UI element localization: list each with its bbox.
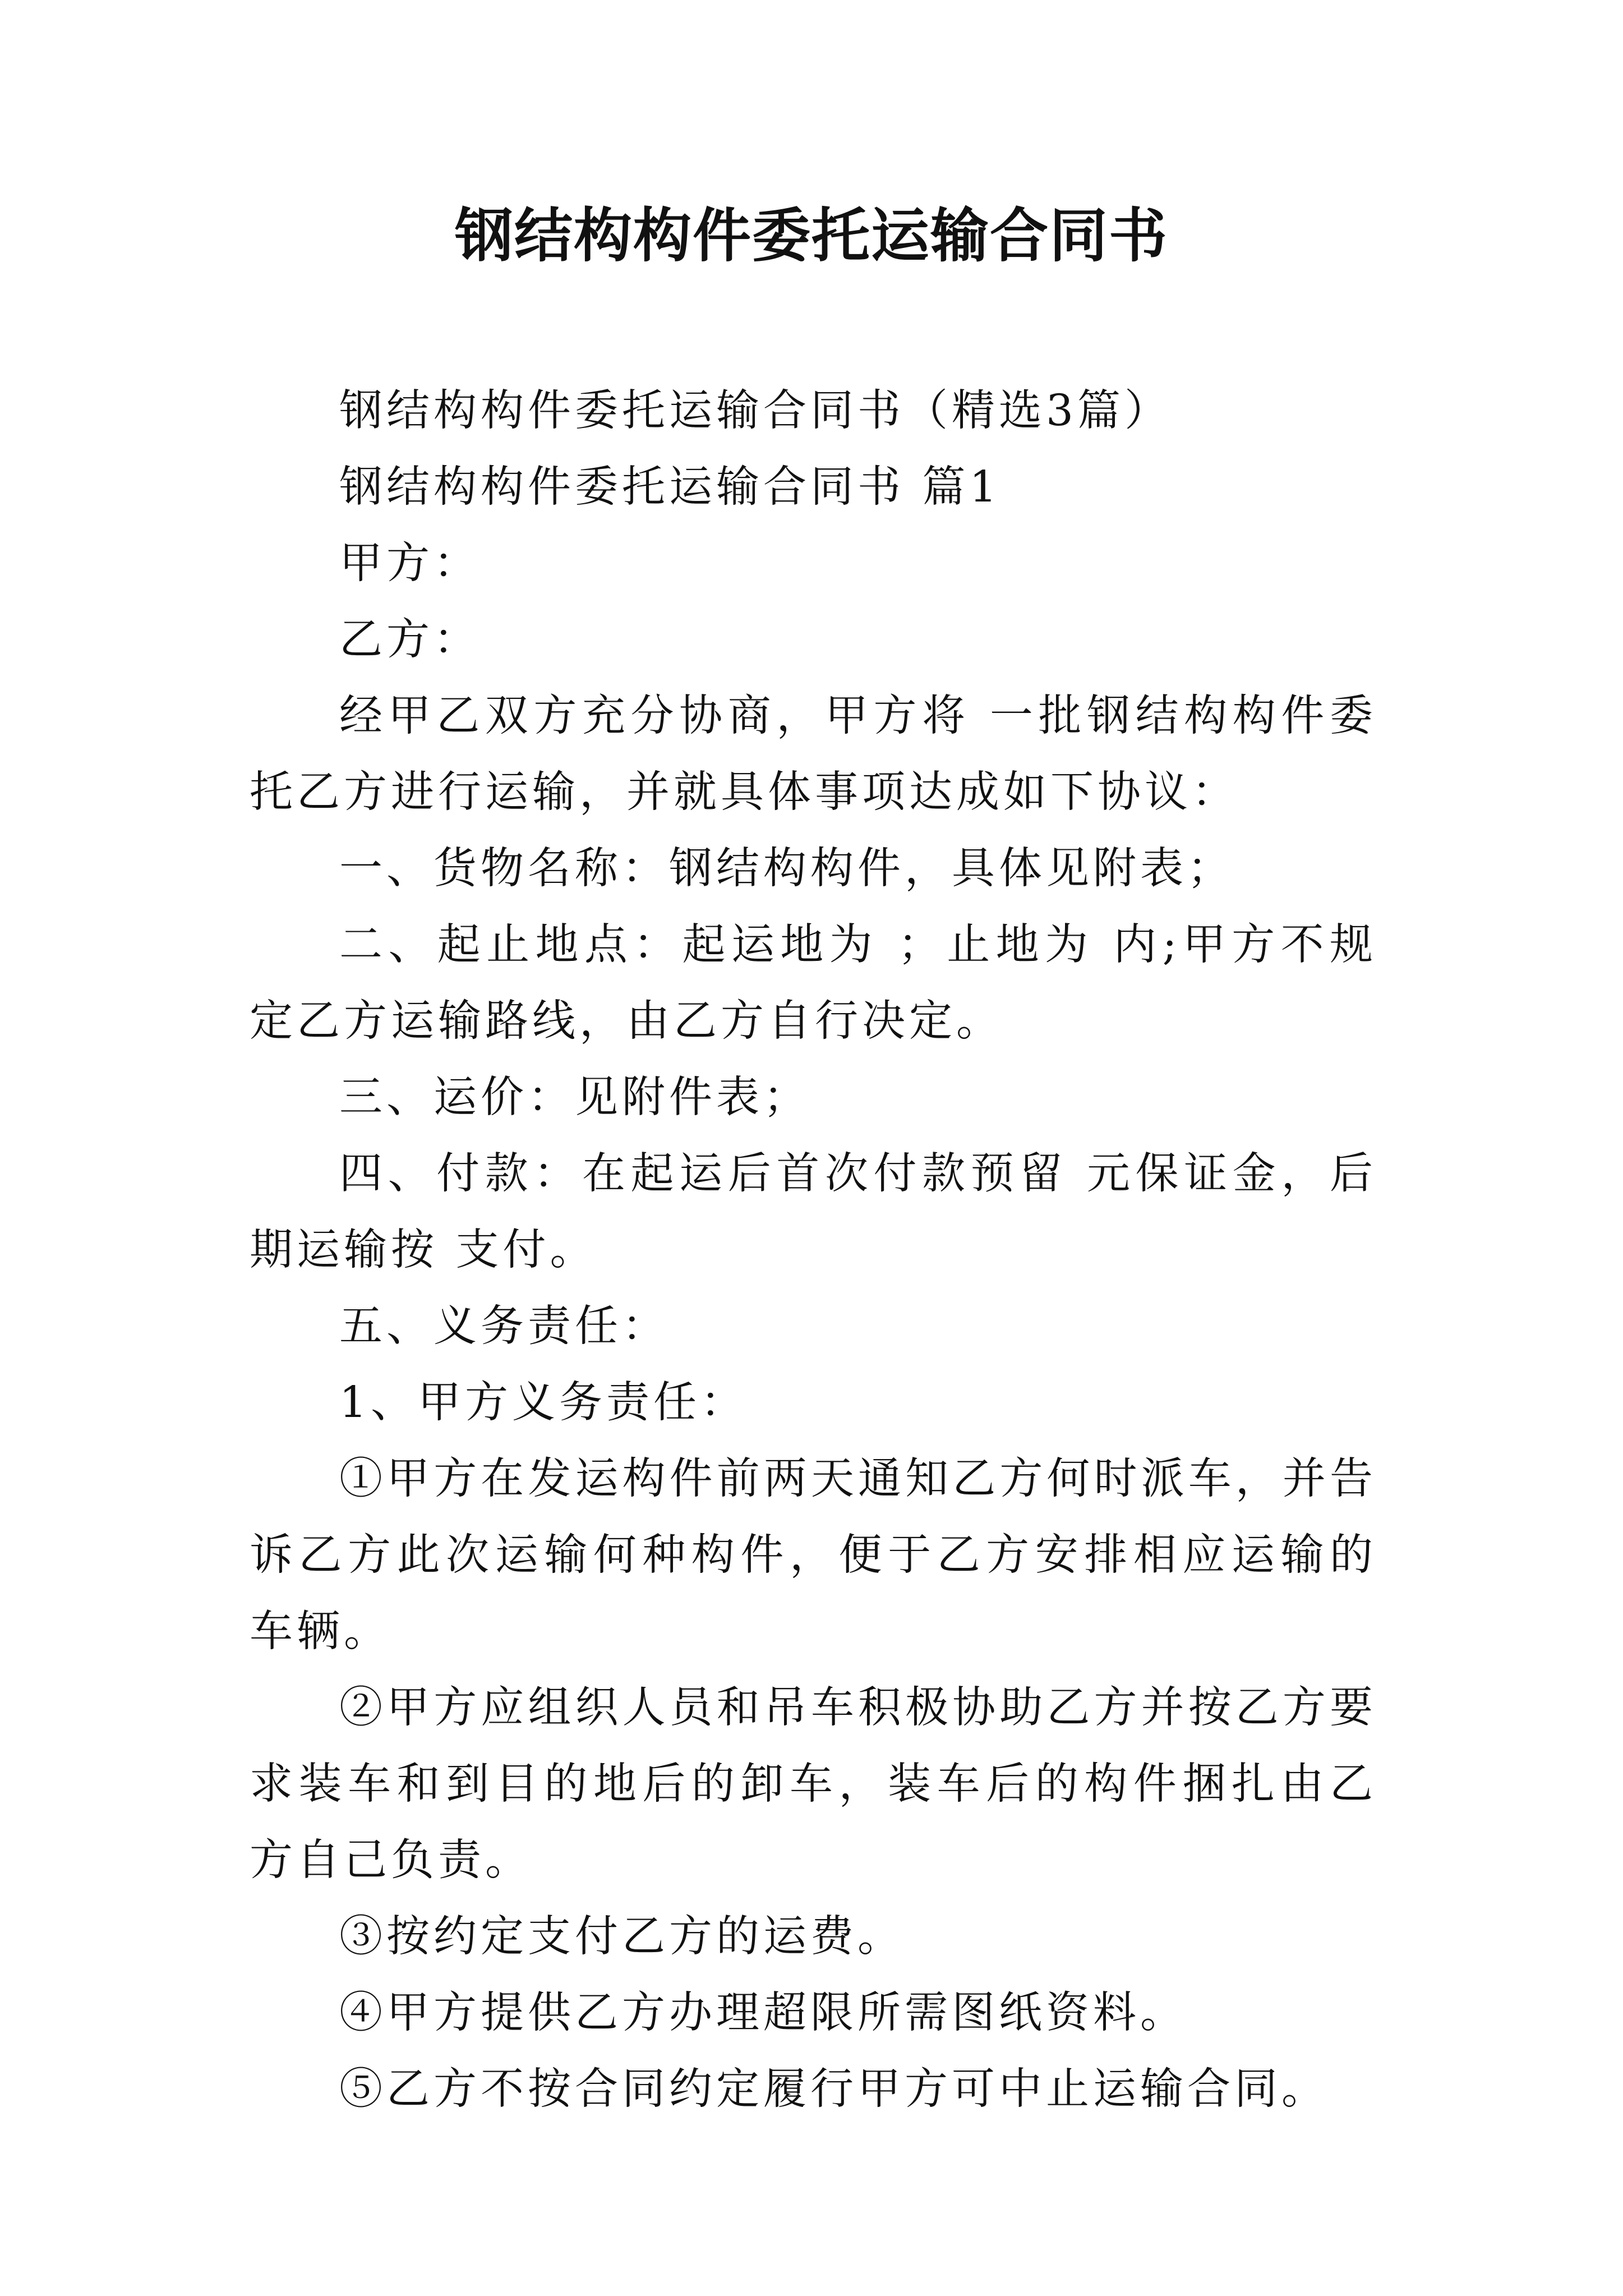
- paragraph-party-a: 甲方：: [339, 539, 481, 588]
- paragraph-freight-price: 三、运价：见附件表；: [339, 1073, 810, 1122]
- paragraph-preamble: 经甲乙双方充分协商，甲方将 一批钢结构构件委托乙方进行运输，并就具体事项达成如下协议：: [250, 691, 1377, 817]
- paragraph-party-b: 乙方：: [339, 615, 481, 665]
- paragraph-subtitle: 钢结构构件委托运输合同书（精选3篇）: [339, 386, 1172, 436]
- document-title: 钢结构构件委托运输合同书: [454, 201, 1168, 270]
- paragraph-clause-3: ③按约定支付乙方的运费。: [339, 1912, 905, 1962]
- paragraph-clause-2: ②甲方应组织人员和吊车积极协助乙方并按乙方要求装车和到目的地后的卸车，装车后的构件捆扎由乙方自己负责。: [250, 1683, 1377, 1885]
- paragraph-obligations: 五、义务责任：: [339, 1301, 669, 1351]
- paragraph-clause-1: ①甲方在发运构件前两天通知乙方何时派车，并告诉乙方此次运输何种构件，便于乙方安排相应运输的车辆。: [250, 1454, 1377, 1657]
- paragraph-clause-5: ⑤乙方不按合同约定履行甲方可中止运输合同。: [339, 2064, 1329, 2114]
- document-body: [250, 373, 1377, 2128]
- paragraph-party-a-obligations: 1、甲方义务责任：: [339, 1378, 748, 1428]
- paragraph-goods-name: 一、货物名称：钢结构构件，具体见附表；: [339, 844, 1234, 894]
- paragraph-locations: 二、起止地点：起运地为 ；止地为 内;甲方不规定乙方运输路线，由乙方自行决定。: [250, 920, 1377, 1046]
- paragraph-section-heading: 钢结构构件委托运输合同书 篇1: [339, 462, 1001, 512]
- paragraph-clause-4: ④甲方提供乙方办理超限所需图纸资料。: [339, 1988, 1187, 2038]
- paragraph-payment: 四、付款：在起运后首次付款预留 元保证金，后期运输按 支付。: [250, 1149, 1377, 1275]
